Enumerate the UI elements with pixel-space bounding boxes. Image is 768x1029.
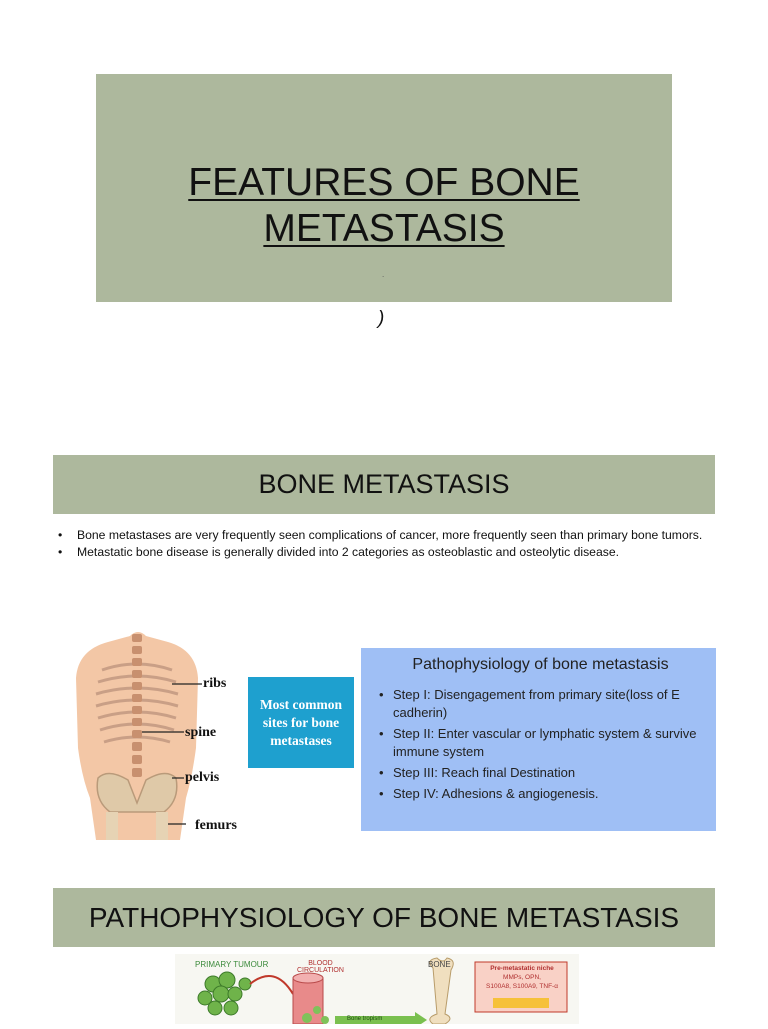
- label-primary-tumour: PRIMARY TUMOUR: [195, 960, 269, 969]
- step-item: • Step I: Disengagement from primary site(loss of E cadherin): [379, 687, 680, 720]
- bullet-item: • Bone metastases are very frequently seen complications of cancer, more frequently seen than primary bone tumors.: [58, 528, 703, 542]
- bullet-dot: •: [379, 786, 384, 801]
- label-bone-tropism: Bone tropism: [347, 1016, 383, 1022]
- title-line-2: METASTASIS: [263, 207, 505, 250]
- title-slide-box: [96, 74, 672, 302]
- step-item: • Step III: Reach final Destination: [379, 765, 576, 780]
- label-blood: BLOOD CIRCULATION: [297, 960, 344, 974]
- bullet-dot: •: [58, 528, 63, 542]
- label-femurs: femurs: [195, 818, 237, 833]
- title-line-1: FEATURES OF BONE: [188, 161, 580, 204]
- step-item: • Step IV: Adhesions & angiogenesis.: [379, 786, 599, 801]
- slide-title: [96, 160, 672, 252]
- label-bone: BONE: [428, 960, 451, 969]
- section-heading-pathophysiology: PATHOPHYSIOLOGY OF BONE METASTASIS: [53, 888, 715, 947]
- section-heading-bone-metastasis: BONE METASTASIS: [53, 455, 715, 514]
- bullet-dot: •: [379, 726, 384, 741]
- niche-box-text: Pre-metastatic niche MMPs, OPN, S100A8, S100A9, TNF-α: [486, 965, 558, 990]
- metastasis-diagram: [175, 954, 579, 1024]
- skeleton-figure: [68, 628, 248, 840]
- pathophysiology-steps: [379, 686, 702, 803]
- bullet-list: [58, 527, 718, 561]
- label-ribs: ribs: [203, 676, 227, 691]
- label-spine: spine: [185, 725, 217, 740]
- below-mark: ): [378, 308, 385, 329]
- pathophysiology-title: Pathophysiology of bone metastasis: [412, 656, 669, 673]
- label-pelvis: pelvis: [185, 770, 220, 785]
- skeleton-illustration: [68, 628, 248, 840]
- common-sites-box: Most common sites for bone metastases: [248, 677, 354, 768]
- bullet-dot: •: [379, 687, 384, 702]
- small-mark: .: [382, 270, 385, 279]
- step-item: • Step II: Enter vascular or lymphatic system & survive immune system: [379, 726, 697, 759]
- bullet-item: • Metastatic bone disease is generally divided into 2 categories as osteoblastic and osteolytic disease.: [58, 545, 619, 559]
- bullet-dot: •: [58, 545, 63, 559]
- pathophysiology-box: [361, 648, 716, 831]
- bullet-dot: •: [379, 765, 384, 780]
